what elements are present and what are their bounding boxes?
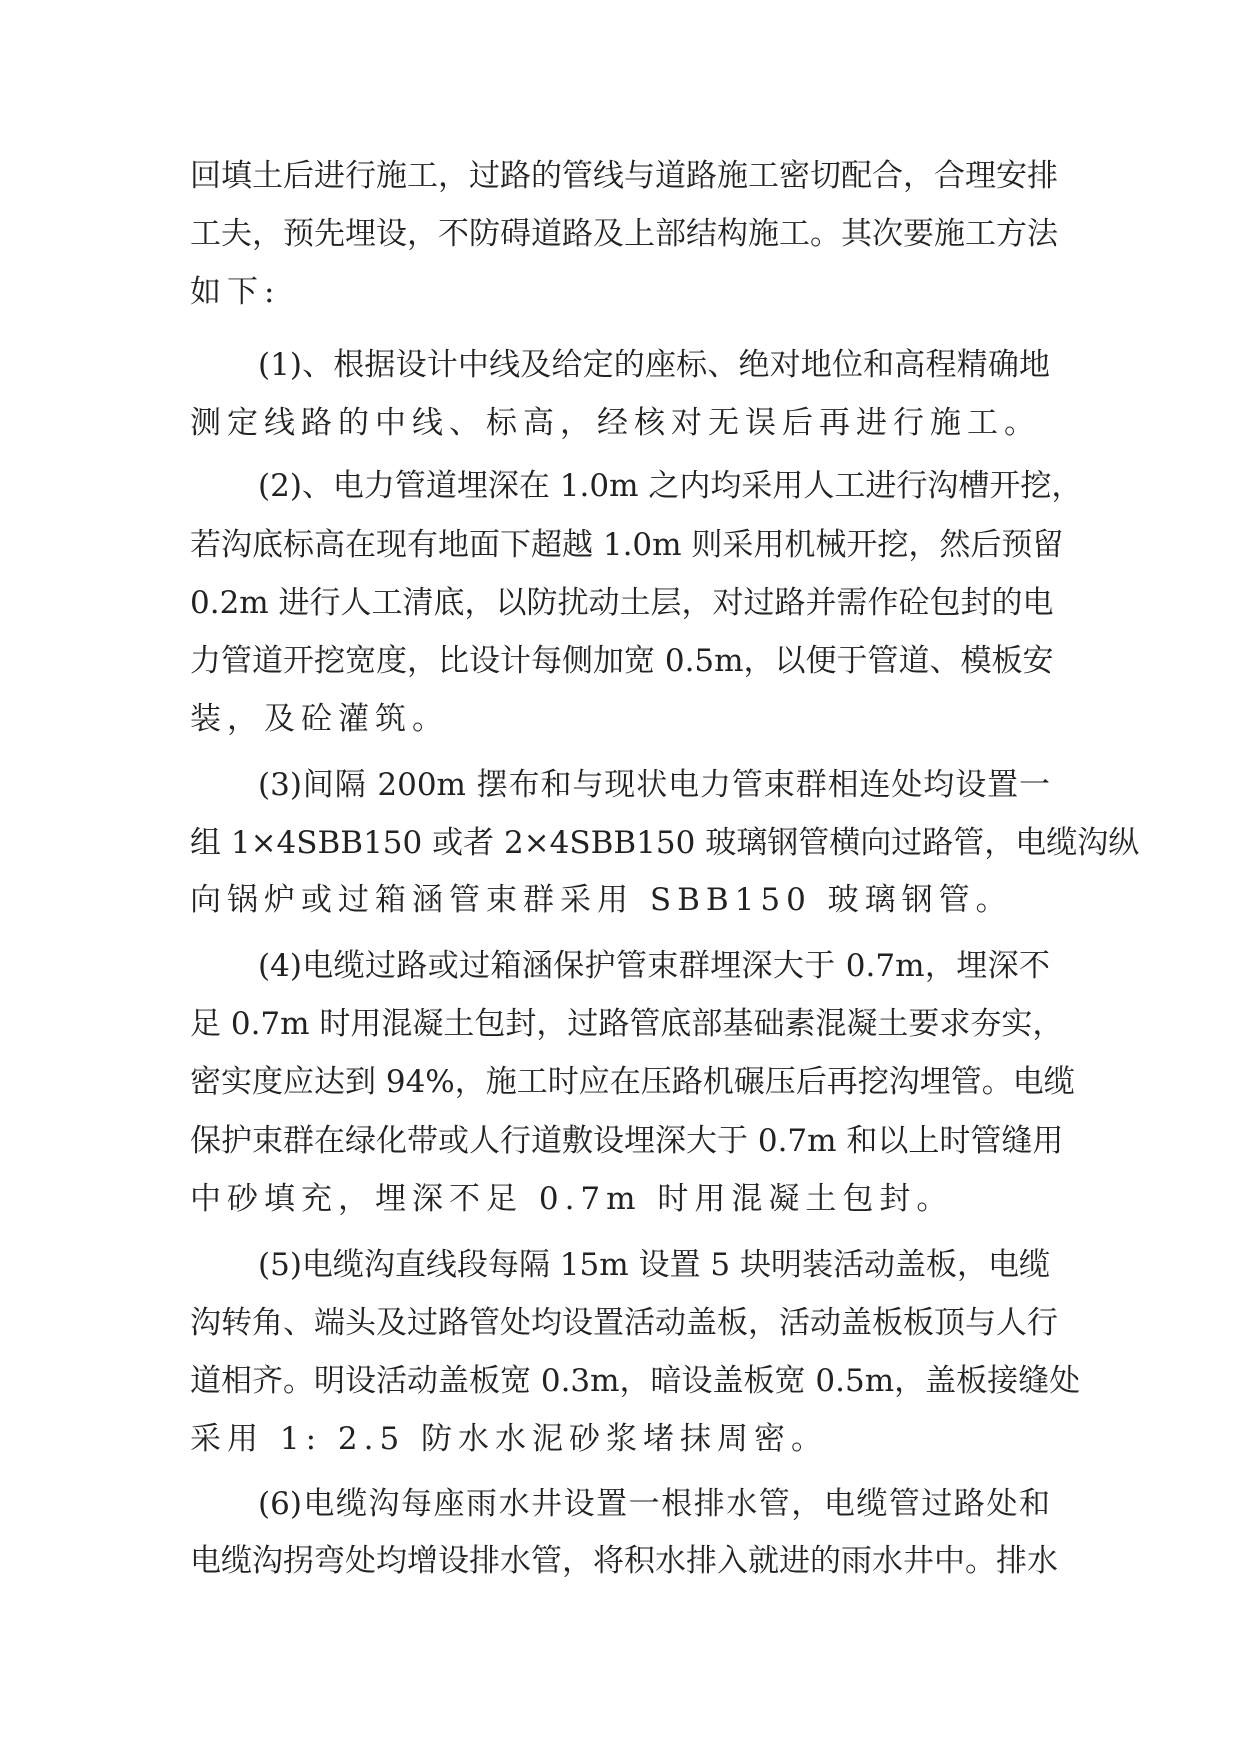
- text-line: 沟转角、端头及过路管处均设置活动盖板，活动盖板板顶与人行: [190, 1305, 1058, 1341]
- text-line: 足 0.7m 时用混凝土包封，过路管底部基础素混凝土要求夯实，: [190, 1006, 1064, 1042]
- text-line: 如下:: [190, 274, 281, 310]
- paragraph-5-start: (5)电缆沟直线段每隔 15m 设置 5 块明装活动盖板，电缆: [258, 1247, 1050, 1283]
- text-line: 若沟底标高在现有地面下超越 1.0m 则采用机械开挖，然后预留: [190, 527, 1064, 563]
- text-line: 电缆沟拐弯处均增设排水管，将积水排入就进的雨水井中。排水: [190, 1543, 1058, 1579]
- text-line: 中砂填充，埋深不足 0.7m 时用混凝土包封。: [190, 1181, 954, 1217]
- text-line: 0.2m 进行人工清底，以防扰动土层，对过路并需作砼包封的电: [190, 585, 1054, 621]
- text-line: 采用 1: 2.5 防水水泥砂浆堵抹周密。: [190, 1421, 829, 1457]
- text-line: 保护束群在绿化带或人行道敷设埋深大于 0.7m 和以上时管缝用: [190, 1123, 1064, 1159]
- text-line: 向锅炉或过箱涵管束群采用 SBB150 玻璃钢管。: [190, 882, 1013, 918]
- paragraph-3-start: (3)间隔 200m 摆布和与现状电力管束群相连处均设置一: [258, 767, 1050, 803]
- paragraph-6-start: (6)电缆沟每座雨水井设置一根排水管，电缆管过路处和: [258, 1486, 1050, 1522]
- paragraph-4-start: (4)电缆过路或过箱涵保护管束群埋深大于 0.7m，埋深不: [258, 948, 1050, 984]
- text-line: 装，及砼灌筑。: [190, 701, 449, 737]
- text-line: 组 1×4SBB150 或者 2×4SBB150 玻璃钢管横向过路管，电缆沟纵: [190, 825, 1140, 861]
- text-line: 工夫，预先埋设，不防碍道路及上部结构施工。其次要施工方法: [190, 216, 1058, 252]
- paragraph-2-start: (2)、电力管道埋深在 1.0m 之内均采用人工进行沟槽开挖，: [258, 468, 1083, 504]
- text-line: 力管道开挖宽度，比设计每侧加宽 0.5m，以便于管道、模板安: [190, 643, 1054, 679]
- text-line: 密实度应达到 94%，施工时应在压路机碾压后再挖沟埋管。电缆: [190, 1064, 1075, 1100]
- paragraph-1-start: (1)、根据设计中线及给定的座标、绝对地位和高程精确地: [258, 347, 1050, 383]
- text-line: 道相齐。明设活动盖板宽 0.3m，暗设盖板宽 0.5m，盖板接缝处: [190, 1363, 1081, 1399]
- text-line: 回填土后进行施工，过路的管线与道路施工密切配合，合理安排: [190, 158, 1058, 194]
- text-line: 测定线路的中线、标高，经核对无误后再进行施工。: [190, 405, 1041, 441]
